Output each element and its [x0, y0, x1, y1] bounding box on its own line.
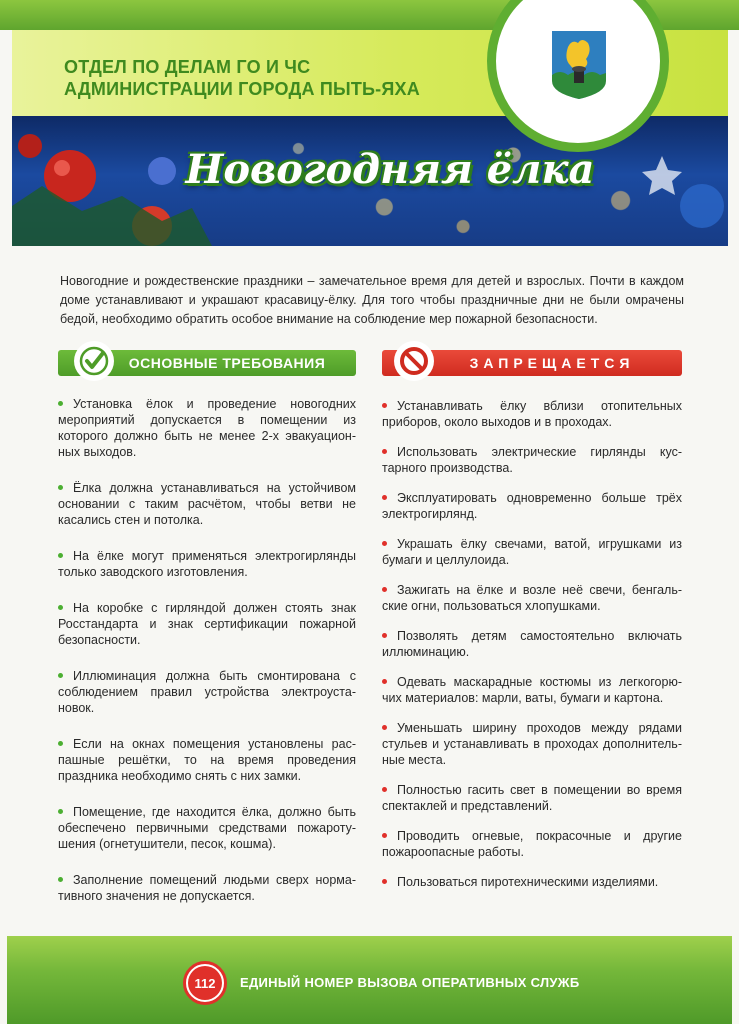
bullet	[382, 495, 387, 500]
list-item: Заполнение помещений людьми сверх норма-тивного значения не допускается.	[58, 873, 356, 903]
list-item: Иллюминация должна быть смонтирована с соблюдением правил устройства электроуста-новок.	[58, 669, 356, 715]
list-item: Зажигать на ёлке и возле неё свечи, бенгаль-ские огни, пользоваться хлопушками.	[382, 583, 682, 613]
bullet	[382, 587, 387, 592]
bullet	[382, 403, 387, 408]
list-item: Украшать ёлку свечами, ватой, игрушками из бумаги и целлулоида.	[382, 537, 682, 567]
bullet	[382, 725, 387, 730]
bullet	[58, 877, 63, 882]
list-item: Проводить огневые, покрасочные и другие пожароопасные работы.	[382, 829, 682, 859]
bullet	[58, 401, 63, 406]
list-item: На ёлке могут применяться электрогирлянды только заводского изготовления.	[58, 549, 356, 579]
requirements-list	[58, 396, 356, 904]
requirements-heading-label: ОСНОВНЫЕ ТРЕБОВАНИЯ	[128, 355, 326, 371]
bullet	[58, 605, 63, 610]
prohibited-heading	[382, 350, 682, 376]
list-item: Устанавливать ёлку вблизи отопительных приборов, около выходов и в проходах.	[382, 399, 682, 429]
requirements-heading	[58, 350, 356, 376]
bullet	[58, 553, 63, 558]
list-item: Позволять детям самостоятельно включать иллюминацию.	[382, 629, 682, 659]
department-line-1: ОТДЕЛ ПО ДЕЛАМ ГО И ЧС	[64, 57, 311, 77]
intro-paragraph: Новогодние и рождественские праздники – замечательное время для детей и взрослых. Почти в каждом доме устанавливают и украшают красавицу-ёлку. Для того чтобы праздничные дни не были омрачены бедой, необходимо обратить особое внимание на соблюдение мер пожарной безопасности.	[60, 274, 684, 326]
department-line-2: АДМИНИСТРАЦИИ ГОРОДА ПЫТЬ-ЯХА	[64, 79, 420, 99]
department-title	[64, 56, 484, 100]
list-item: Пользоваться пиротехническими изделиями.	[382, 874, 682, 890]
city-emblem-icon	[550, 29, 608, 101]
list-item: Одевать маскарадные костюмы из легкогорю-чих материалов: марли, ваты, бумаги и картона.	[382, 675, 682, 705]
list-item: Помещение, где находится ёлка, должно быть обеспечено первичными средствами пожароту-шения (огнетушители, песок, кошма).	[58, 805, 356, 851]
bullet	[58, 809, 63, 814]
list-item: Полностью гасить свет в помещении во время спектаклей и представлений.	[382, 783, 682, 813]
bullet	[382, 541, 387, 546]
list-item: Использовать электрические гирлянды кус-тарного производства.	[382, 445, 682, 475]
emergency-number: 112	[188, 966, 222, 1000]
bullet	[382, 879, 387, 884]
list-item: Установка ёлок и проведение новогодних мероприятий допускается в помещении из которого должно быть не менее 2-х эвакуацион-ных выходов.	[58, 397, 356, 459]
prohibited-heading-label: ЗАПРЕЩАЕТСЯ	[469, 355, 635, 371]
emergency-number-badge	[183, 961, 227, 1005]
checkmark-icon	[74, 341, 114, 381]
bullet	[382, 449, 387, 454]
list-item: Эксплуатировать одновременно больше трёх электрогирлянд.	[382, 491, 682, 521]
bullet	[382, 833, 387, 838]
list-item: На коробке с гирляндой должен стоять знак Росстандарта и знак сертификации пожарной безопасности.	[58, 601, 356, 647]
bullet	[58, 673, 63, 678]
bullet	[58, 485, 63, 490]
list-item: Уменьшать ширину проходов между рядами стульев и устанавливать в проходах дополнитель-ные места.	[382, 721, 682, 767]
bullet	[382, 679, 387, 684]
bullet	[58, 741, 63, 746]
prohibition-icon	[394, 341, 434, 381]
requirements-column	[58, 350, 356, 924]
list-item: Ёлка должна устанавливаться на устойчивом основании с таким расчётом, чтобы ветви не касались стен и потолка.	[58, 481, 356, 527]
prohibited-column	[382, 350, 682, 904]
prohibited-list	[382, 398, 682, 890]
bullet	[382, 633, 387, 638]
bullet	[382, 787, 387, 792]
footer-text: ЕДИНЫЙ НОМЕР ВЫЗОВА ОПЕРАТИВНЫХ СЛУЖБ	[240, 975, 580, 990]
banner-title: Новогодняя ёлка	[185, 146, 595, 193]
list-item: Если на окнах помещения установлены рас-пашные решётки, то на время проведения праздника необходимо снять с них замки.	[58, 737, 356, 783]
